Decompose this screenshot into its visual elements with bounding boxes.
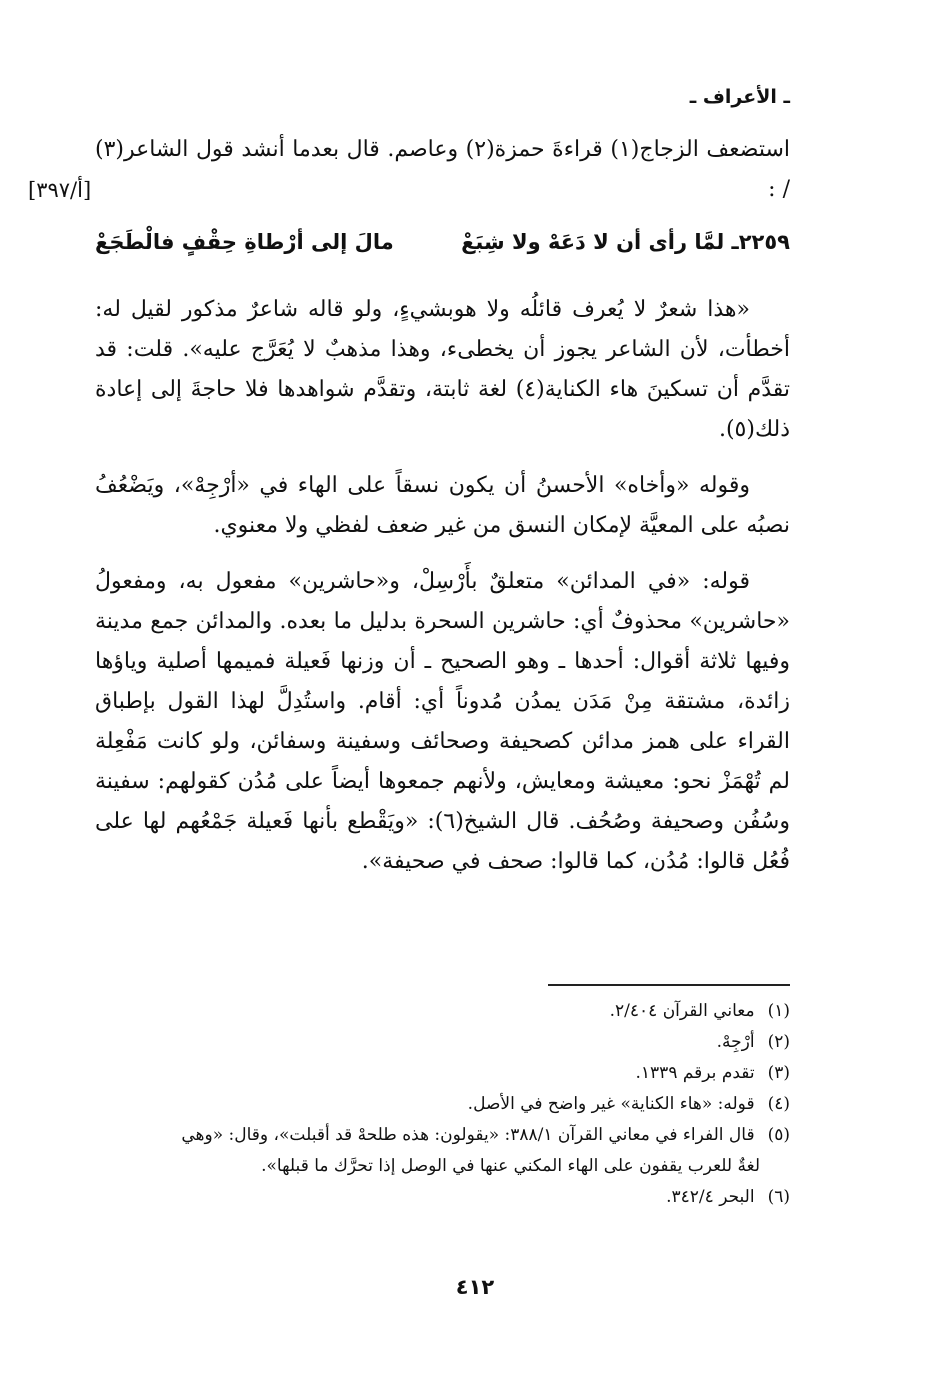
footnote-item [95, 1120, 790, 1151]
paragraph-akhah: وقوله «وأخاه» الأحسنُ أن يكون نسقاً على الهاء في «أرْجِهْ»، ويَضْعُفُ نصبُه على المعيَّة لإمكان النسق من غير ضعف لفظي ولا معنوي. [95, 473, 790, 538]
footnote-continuation: لغةٌ للعرب يقفون على الهاء المكني عنها في الوصل إذا تحرَّك ما قبلها». [261, 1156, 760, 1176]
footnote-number: (١) [767, 1001, 790, 1021]
poetry-verse [95, 226, 790, 266]
footnote-text: معاني القرآن ٢/٤٠٤. [609, 1001, 755, 1021]
footnote-item [95, 1182, 790, 1213]
footnote-number: (٦) [767, 1187, 790, 1207]
paragraph-intro: استضعف الزجاج(١) قراءةَ حمزة(٢) وعاصم. قال بعدما أنشد قول الشاعر(٣) / : [95, 137, 791, 202]
verse-first-hemistich [461, 230, 790, 254]
paragraph-quote: «هذا شعرٌ لا يُعرف قائلُه ولا هوبشيءٍ، ولو قاله شاعرٌ مذكور لقيل له: أخطأت، لأن الشاعر يجوز أن يخطىء، وهذا مذهبٌ لا يُعَرَّج عليه». قلت: قد تقدَّم أن تسكينَ هاء الكناية(٤) لغة ثابتة، وتقدَّم شواهدها فلا حاجةَ إلى إعادة ذلك(٥). [95, 297, 791, 442]
footnote-text: أرْجِهْ. [716, 1032, 755, 1052]
footnote-item [95, 1027, 790, 1058]
manuscript-folio-marker: [۳۹۷/أ] [28, 178, 92, 202]
footnote-item [95, 1058, 790, 1089]
footnote-text: تقدم برقم ١٣٣٩. [635, 1063, 755, 1083]
footnote-number: (٢) [767, 1032, 790, 1052]
footnote-text: قوله: «هاء الكناية» غير واضح في الأصل. [467, 1094, 755, 1114]
verse-first-text: لمَّا رأى أن لا دَعَهْ ولا شِبَعْ [461, 230, 725, 254]
footnote-number: (٣) [767, 1063, 790, 1083]
footnote-number: (٤) [767, 1094, 790, 1114]
page-number: ٤١٢ [455, 1275, 495, 1299]
verse-second-hemistich: مالَ إلى أرْطاةِ حِقْفٍ فالْطَجَعْ [95, 230, 394, 254]
running-header: ـ الأعراف ـ [689, 86, 790, 108]
main-text-top [95, 130, 790, 210]
footnotes [95, 996, 790, 1213]
footnote-text: قال الفراء في معاني القرآن ٣٨٨/١: «يقولون: هذه طلحهْ قد أقبلت»، وقال: «وهي [181, 1125, 755, 1145]
footnote-item [95, 996, 790, 1027]
footnote-item [95, 1089, 790, 1120]
paragraph-madain: قوله: «في المدائن» متعلقٌ بأَرْسِلْ، و«حاشرين» مفعول به، ومفعولُ «حاشرين» محذوفٌ أي: حاشرين السحرة بدليل ما بعده. والمدائن جمع مدينة وفيها ثلاثة أقوال: أحدها ـ وهو الصحيح ـ أن وزنها فَعيلة فميمها أصلية وياؤها زائدة، مشتقة مِنْ مَدَن يمدُن مُدوناً أي: أقام. واستُدِلَّ لهذا القول بإطباق القراء على همز مدائن كصحيفة وصحائف وسفينة وسفائن، ولو كانت مَفْعِلة لم تُهْمَزْ نحو: معيشة ومعايش، ولأنهم جمعوها أيضاً على مُدُن كقولهم: سفينة وسُفُن وصحيفة وصُحُف. قال الشيخ(٦): «ويَقْطع بأنها فَعيلة جَمْعُهم لها على فُعُل قالوا: مُدُن، كما قالوا: صحف في صحيفة». [95, 569, 791, 874]
footnote-number: (٥) [767, 1125, 790, 1145]
footnote-text: البحر ٣٤٢/٤. [666, 1187, 755, 1207]
main-text-body [95, 290, 790, 882]
verse-number: ٢٢٥٩ـ [731, 230, 790, 254]
footnote-separator [548, 984, 790, 986]
